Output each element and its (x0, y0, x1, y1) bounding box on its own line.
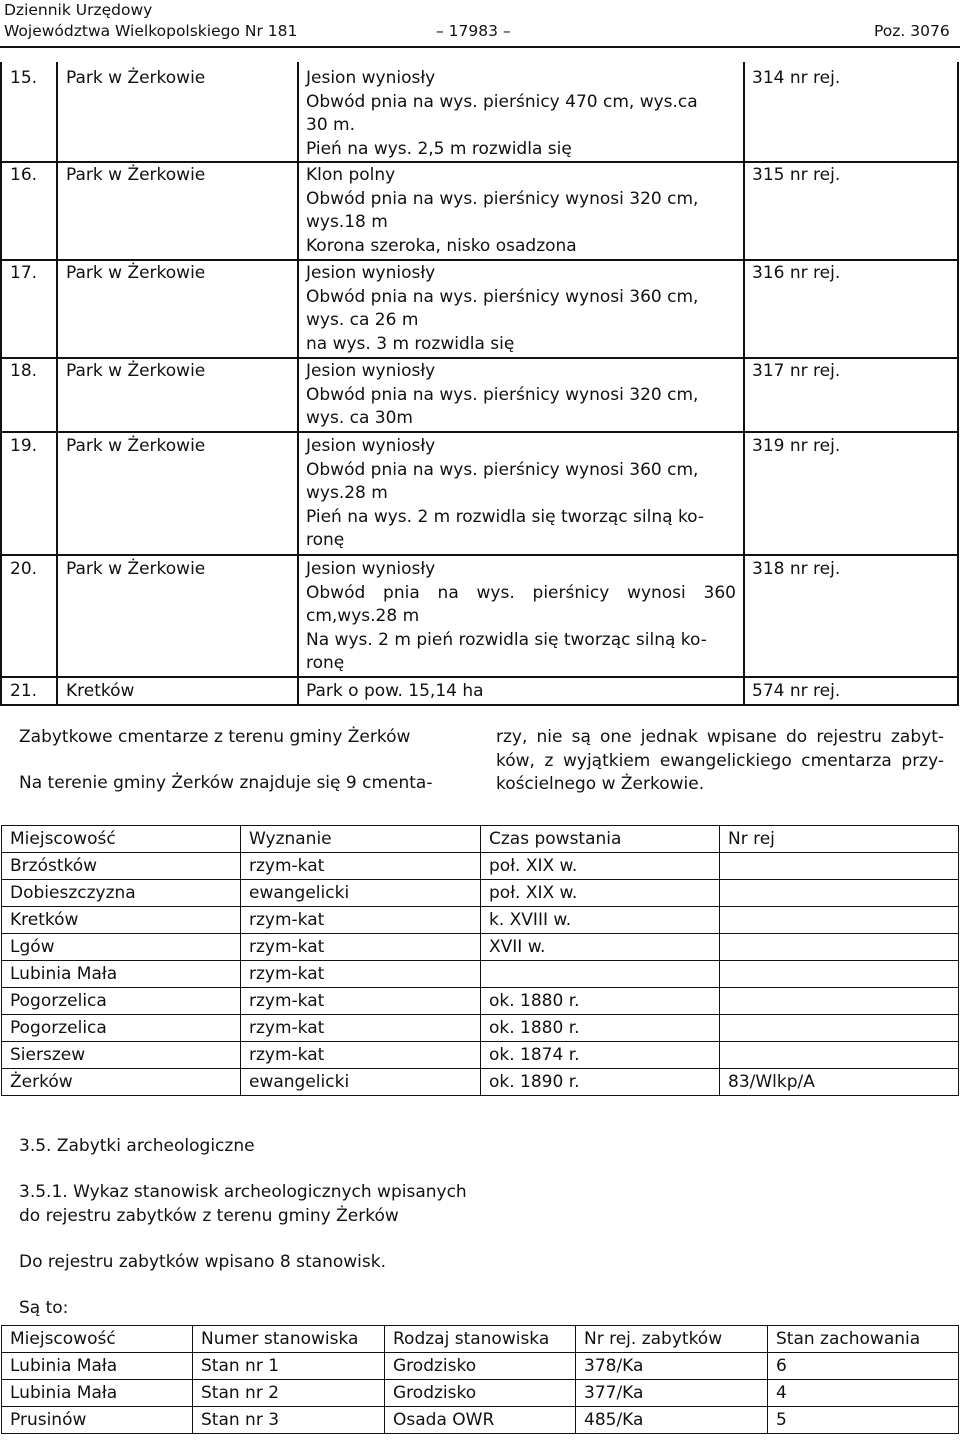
column-header: Czas powstania (481, 826, 720, 853)
table-cell: Stan nr 2 (193, 1380, 385, 1407)
section-title: 3.5. Zabytki archeologiczne (19, 1136, 255, 1156)
park-row-separator (0, 357, 959, 359)
park-place: Park w Żerkowie (66, 436, 206, 456)
table-row (2, 1015, 959, 1042)
park-desc-line: Jesion wyniosły (306, 361, 436, 381)
park-no: 18. (10, 361, 38, 381)
park-no: 21. (10, 681, 38, 701)
table-cell: poł. XIX w. (481, 880, 720, 907)
park-row-separator (0, 161, 959, 163)
table-cell: ok. 1880 r. (481, 988, 720, 1015)
parks-table (0, 62, 960, 706)
table-cell: Lgów (2, 934, 241, 961)
table-cell: Żerków (2, 1069, 241, 1096)
table-cell (720, 961, 959, 988)
park-register-no: 317 nr rej. (752, 361, 841, 381)
park-description (306, 360, 736, 431)
table-cell: rzym-kat (241, 907, 481, 934)
park-desc-line: Korona szeroka, nisko osadzona (306, 235, 577, 256)
subsection-title-line: 3.5.1. Wykaz stanowisk archeologicznych wpisanych (19, 1182, 467, 1202)
park-desc-line: Obwód pnia na wys. pierśnicy 470 cm, wys.ca (306, 91, 698, 112)
subsection-title (19, 1181, 467, 1228)
park-row-separator (0, 676, 959, 678)
park-register-no: 316 nr rej. (752, 263, 841, 283)
park-desc-line: Jesion wyniosły (306, 436, 436, 456)
table-cell (720, 1015, 959, 1042)
journal-title-line1: Dziennik Urzędowy (4, 1, 153, 19)
park-desc-line: Jesion wyniosły (306, 559, 436, 579)
park-description (306, 680, 736, 704)
park-desc-line: Pień na wys. 2 m rozwidla się tworząc silną ko- (306, 506, 705, 527)
column-header: Miejscowość (2, 1326, 193, 1353)
table-row (2, 934, 959, 961)
table-cell: Grodzisko (385, 1380, 576, 1407)
park-desc-line: ronę (306, 530, 345, 550)
park-desc-line: Obwód pnia na wys. pierśnicy wynosi 360 cm, (306, 286, 699, 307)
park-row-separator (0, 554, 959, 556)
journal-title (4, 0, 297, 42)
journal-title-line2: Województwa Wielkopolskiego Nr 181 (4, 22, 298, 40)
park-desc-line: Obwód pnia na wys. pierśnicy wynosi 360 (306, 582, 736, 603)
parks-border-right (957, 62, 959, 706)
table-row (2, 1069, 959, 1096)
park-desc-line: Jesion wyniosły (306, 263, 436, 283)
park-desc-line: wys.18 m (306, 212, 388, 232)
park-desc-line: Pień na wys. 2,5 m rozwidla się (306, 138, 572, 159)
table-cell: Lubinia Mała (2, 1353, 193, 1380)
park-desc-line: Klon polny (306, 165, 396, 185)
table-row (2, 1353, 959, 1380)
table-cell: rzym-kat (241, 1015, 481, 1042)
table-cell (481, 961, 720, 988)
sites-list-intro: Są to: (19, 1298, 69, 1318)
column-header: Miejscowość (2, 826, 241, 853)
table-row (2, 1042, 959, 1069)
position-number: Poz. 3076 (874, 22, 950, 40)
park-place: Park w Żerkowie (66, 68, 206, 88)
park-place: Kretków (66, 681, 135, 701)
park-no: 17. (10, 263, 38, 283)
table-cell: rzym-kat (241, 934, 481, 961)
table-cell: XVII w. (481, 934, 720, 961)
park-desc-line: Na wys. 2 m pień rozwidla się tworząc silną ko- (306, 629, 707, 650)
table-cell: Kretków (2, 907, 241, 934)
table-cell: 378/Ka (576, 1353, 768, 1380)
table-cell: ewangelicki (241, 1069, 481, 1096)
park-desc-line: wys. ca 26 m (306, 310, 419, 330)
park-no: 19. (10, 436, 38, 456)
parks-border-bottom (0, 704, 959, 706)
park-desc-line: Jesion wyniosły (306, 68, 436, 88)
park-row-separator (0, 431, 959, 433)
column-header: Nr rej (720, 826, 959, 853)
table-cell: ok. 1890 r. (481, 1069, 720, 1096)
page-number: – 17983 – (436, 22, 511, 40)
park-no: 20. (10, 559, 38, 579)
table-cell: rzym-kat (241, 1042, 481, 1069)
cemeteries-paragraph-right (496, 726, 944, 797)
table-cell: Dobieszczyzna (2, 880, 241, 907)
park-desc-line: wys. ca 30m (306, 408, 413, 428)
table-cell: Grodzisko (385, 1353, 576, 1380)
archaeological-sites-table (1, 1325, 959, 1434)
table-cell: Lubinia Mała (2, 1380, 193, 1407)
park-desc-line: ronę (306, 653, 345, 673)
park-row-separator (0, 259, 959, 261)
parks-divider-no (56, 62, 58, 706)
table-cell: Osada OWR (385, 1407, 576, 1434)
table-cell: rzym-kat (241, 853, 481, 880)
table-cell: poł. XIX w. (481, 853, 720, 880)
table-cell: rzym-kat (241, 961, 481, 988)
table-cell: 377/Ka (576, 1380, 768, 1407)
table-row (2, 988, 959, 1015)
column-header: Stan zachowania (768, 1326, 959, 1353)
paragraph-line: kościelnego w Żerkowie. (496, 774, 705, 794)
parks-border-left (0, 62, 2, 706)
park-description (306, 262, 736, 356)
table-cell (720, 907, 959, 934)
column-header: Wyznanie (241, 826, 481, 853)
park-desc-line: Park o pow. 15,14 ha (306, 681, 484, 701)
table-header-row (2, 826, 959, 853)
table-cell: 4 (768, 1380, 959, 1407)
table-cell: Stan nr 3 (193, 1407, 385, 1434)
park-place: Park w Żerkowie (66, 559, 206, 579)
table-row (2, 880, 959, 907)
table-cell (720, 880, 959, 907)
table-cell (720, 853, 959, 880)
table-cell: ewangelicki (241, 880, 481, 907)
column-header: Nr rej. zabytków (576, 1326, 768, 1353)
park-register-no: 315 nr rej. (752, 165, 841, 185)
table-cell: rzym-kat (241, 988, 481, 1015)
park-desc-line: Obwód pnia na wys. pierśnicy wynosi 320 cm, (306, 384, 699, 405)
table-cell: Brzóstków (2, 853, 241, 880)
table-cell: k. XVIII w. (481, 907, 720, 934)
header-rule (0, 46, 960, 48)
park-desc-line: Obwód pnia na wys. pierśnicy wynosi 320 cm, (306, 188, 699, 209)
table-cell: Lubinia Mała (2, 961, 241, 988)
subsection-title-line: do rejestru zabytków z terenu gminy Żerków (19, 1205, 399, 1226)
table-cell: ok. 1880 r. (481, 1015, 720, 1042)
park-place: Park w Żerkowie (66, 361, 206, 381)
table-cell: Sierszew (2, 1042, 241, 1069)
park-desc-line: wys.28 m (306, 483, 388, 503)
paragraph-line: ków, z wyjątkiem ewangelickiego cmentarza przy- (496, 750, 944, 771)
park-description (306, 164, 736, 258)
table-cell: 5 (768, 1407, 959, 1434)
table-row (2, 853, 959, 880)
park-description (306, 67, 736, 161)
table-cell (720, 934, 959, 961)
parks-divider-desc (743, 62, 745, 706)
park-desc-line: Obwód pnia na wys. pierśnicy wynosi 360 cm, (306, 459, 699, 480)
table-cell: Stan nr 1 (193, 1353, 385, 1380)
table-cell: 6 (768, 1353, 959, 1380)
cemeteries-table (1, 825, 959, 1096)
cemeteries-heading: Zabytkowe cmentarze z terenu gminy Żerków (19, 727, 411, 747)
table-row (2, 961, 959, 988)
table-cell (720, 1042, 959, 1069)
table-cell: Pogorzelica (2, 1015, 241, 1042)
park-no: 15. (10, 68, 38, 88)
table-cell: ok. 1874 r. (481, 1042, 720, 1069)
park-register-no: 314 nr rej. (752, 68, 841, 88)
park-register-no: 574 nr rej. (752, 681, 841, 701)
park-place: Park w Żerkowie (66, 263, 206, 283)
table-row (2, 1380, 959, 1407)
sites-count-text: Do rejestru zabytków wpisano 8 stanowisk. (19, 1252, 386, 1272)
park-register-no: 319 nr rej. (752, 436, 841, 456)
table-header-row (2, 1326, 959, 1353)
column-header: Rodzaj stanowiska (385, 1326, 576, 1353)
table-row (2, 1407, 959, 1434)
park-description (306, 435, 736, 553)
park-desc-line: 30 m. (306, 115, 355, 135)
parks-divider-place (297, 62, 299, 706)
cemeteries-paragraph-left: Na terenie gminy Żerków znajduje się 9 cmenta- (19, 773, 433, 793)
table-cell (720, 988, 959, 1015)
table-cell: Prusinów (2, 1407, 193, 1434)
table-cell: 83/Wlkp/A (720, 1069, 959, 1096)
park-place: Park w Żerkowie (66, 165, 206, 185)
park-description (306, 558, 736, 676)
table-cell: 485/Ka (576, 1407, 768, 1434)
park-desc-line: cm,wys.28 m (306, 606, 420, 626)
park-no: 16. (10, 165, 38, 185)
table-cell: Pogorzelica (2, 988, 241, 1015)
table-row (2, 907, 959, 934)
column-header: Numer stanowiska (193, 1326, 385, 1353)
park-register-no: 318 nr rej. (752, 559, 841, 579)
park-desc-line: na wys. 3 m rozwidla się (306, 333, 515, 354)
paragraph-line: rzy, nie są one jednak wpisane do rejestru zabyt- (496, 727, 944, 747)
